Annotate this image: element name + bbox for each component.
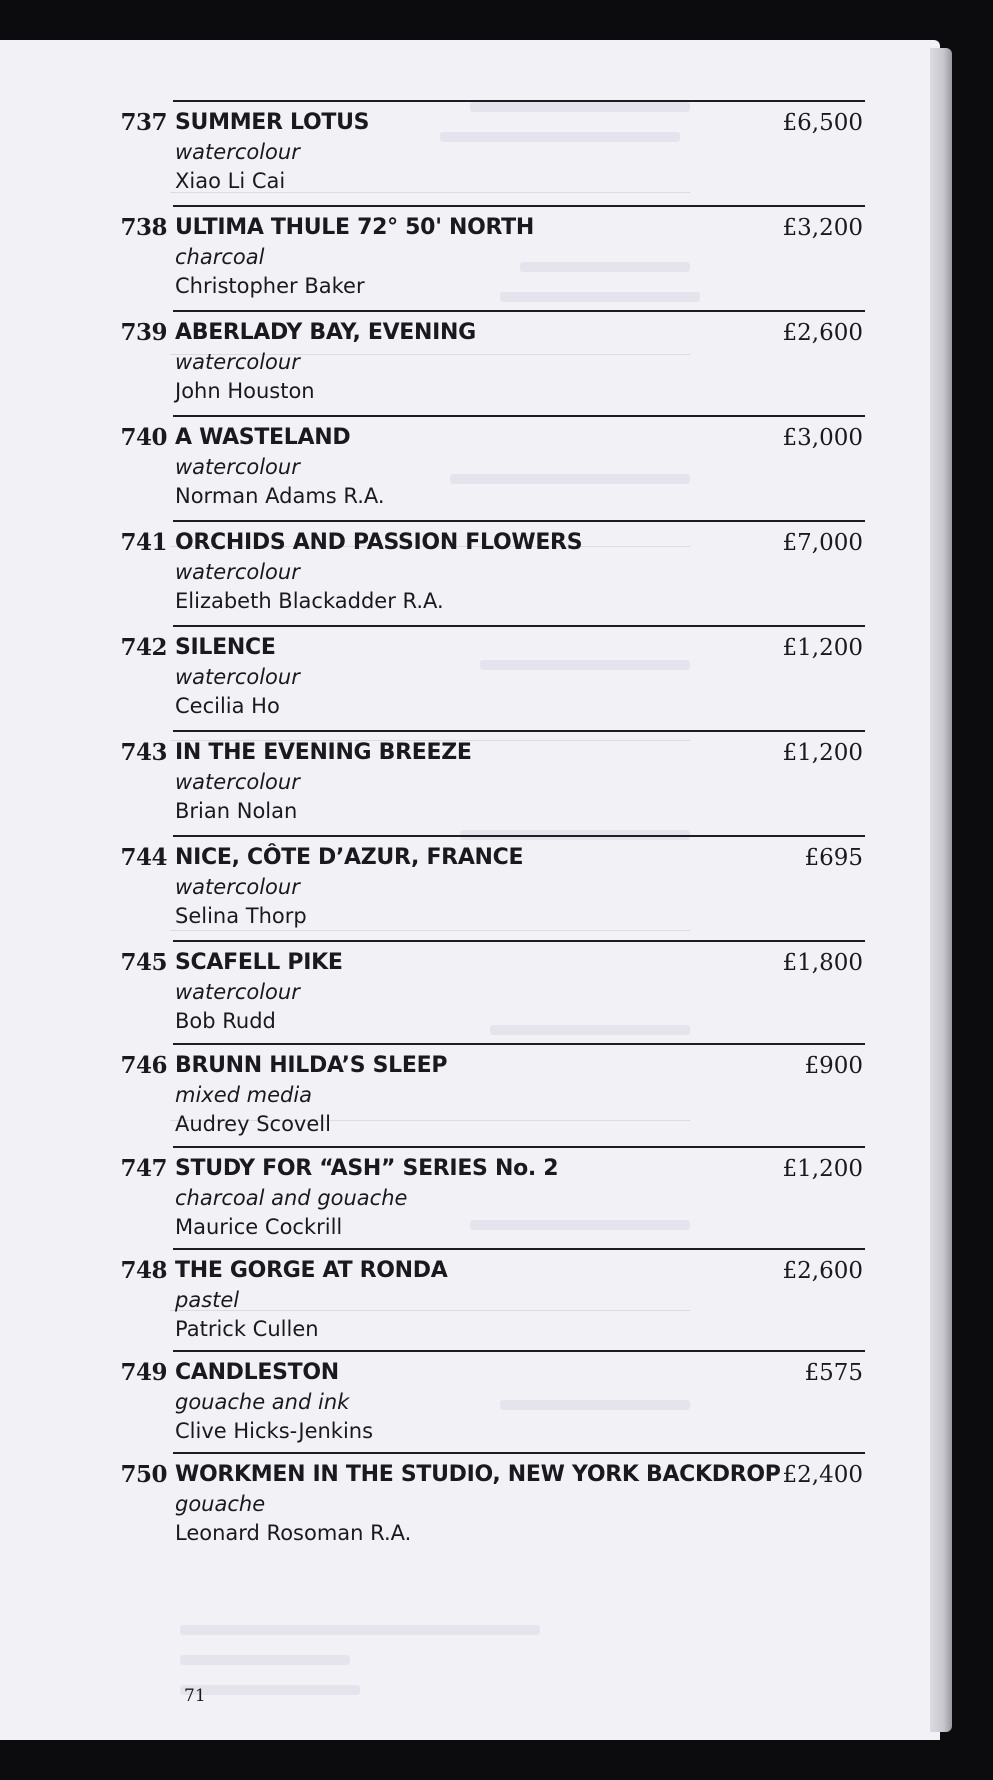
catalogue-entry	[0, 940, 940, 1045]
entry-number: 749	[120, 1359, 167, 1386]
entry-artist: Maurice Cockrill	[175, 1215, 343, 1239]
entry-divider	[173, 1350, 865, 1352]
entry-divider	[173, 1043, 865, 1045]
entry-price: £1,800	[782, 950, 863, 976]
entry-medium: watercolour	[175, 875, 300, 899]
catalogue-entry	[0, 1043, 940, 1148]
entry-number: 747	[120, 1155, 167, 1182]
entry-medium: watercolour	[175, 770, 300, 794]
catalogue-entry	[0, 100, 940, 205]
entry-artist: Audrey Scovell	[175, 1112, 331, 1136]
entry-divider	[173, 940, 865, 942]
entry-number: 748	[120, 1257, 167, 1284]
catalogue-entry	[0, 310, 940, 415]
entry-divider	[173, 835, 865, 837]
entry-medium: watercolour	[175, 560, 300, 584]
entry-number: 741	[120, 529, 167, 556]
entry-divider	[173, 520, 865, 522]
entry-price: £1,200	[782, 740, 863, 766]
entry-medium: charcoal and gouache	[175, 1186, 408, 1210]
entry-number: 740	[120, 424, 167, 451]
entry-price: £900	[804, 1053, 863, 1079]
catalogue-entry	[0, 1350, 940, 1455]
entry-number: 738	[120, 214, 167, 241]
entry-divider	[173, 1452, 865, 1454]
entry-price: £2,600	[782, 1258, 863, 1284]
entry-divider	[173, 625, 865, 627]
entry-title: THE GORGE AT RONDA	[175, 1258, 448, 1283]
entry-divider	[173, 1146, 865, 1148]
catalogue-entry	[0, 1248, 940, 1353]
entry-title: ABERLADY BAY, EVENING	[175, 320, 476, 345]
entry-medium: gouache and ink	[175, 1390, 350, 1414]
entry-medium: gouache	[175, 1492, 266, 1516]
entry-price: £1,200	[782, 1156, 863, 1182]
entry-number: 739	[120, 319, 167, 346]
entry-divider	[173, 100, 865, 102]
entry-price: £3,000	[782, 425, 863, 451]
entry-medium: watercolour	[175, 350, 300, 374]
entry-divider	[173, 730, 865, 732]
entry-number: 750	[120, 1461, 167, 1488]
entry-title: CANDLESTON	[175, 1360, 339, 1385]
entry-artist: Cecilia Ho	[175, 694, 280, 718]
entry-title: ULTIMA THULE 72° 50' NORTH	[175, 215, 534, 240]
entry-price: £7,000	[782, 530, 863, 556]
entry-medium: charcoal	[175, 245, 265, 269]
entry-artist: Clive Hicks-Jenkins	[175, 1419, 374, 1443]
entry-price: £6,500	[782, 110, 863, 136]
entry-title: STUDY FOR “ASH” SERIES No. 2	[175, 1156, 559, 1181]
entry-artist: Norman Adams R.A.	[175, 484, 385, 508]
entry-medium: watercolour	[175, 980, 300, 1004]
entry-price: £2,400	[782, 1462, 863, 1488]
entry-divider	[173, 205, 865, 207]
catalogue-entry	[0, 730, 940, 835]
entry-number: 746	[120, 1052, 167, 1079]
entry-artist: Brian Nolan	[175, 799, 298, 823]
entry-price: £575	[804, 1360, 863, 1386]
entry-divider	[173, 1248, 865, 1250]
catalogue-entry	[0, 835, 940, 940]
entry-number: 737	[120, 109, 167, 136]
entry-artist: Selina Thorp	[175, 904, 307, 928]
catalogue-entry	[0, 625, 940, 730]
catalogue-entry	[0, 1452, 940, 1557]
catalogue-entry	[0, 205, 940, 310]
catalogue-entry	[0, 415, 940, 520]
entry-number: 742	[120, 634, 167, 661]
entry-title: A WASTELAND	[175, 425, 351, 450]
entry-artist: Christopher Baker	[175, 274, 365, 298]
entry-artist: John Houston	[175, 379, 315, 403]
entry-title: NICE, CÔTE D’AZUR, FRANCE	[175, 845, 524, 870]
entry-number: 743	[120, 739, 167, 766]
entry-artist: Patrick Cullen	[175, 1317, 319, 1341]
entry-title: ORCHIDS AND PASSION FLOWERS	[175, 530, 583, 555]
catalogue-entry	[0, 520, 940, 625]
entry-artist: Elizabeth Blackadder R.A.	[175, 589, 444, 613]
entry-artist: Leonard Rosoman R.A.	[175, 1521, 412, 1545]
entry-title: SCAFELL PIKE	[175, 950, 343, 975]
entry-title: IN THE EVENING BREEZE	[175, 740, 472, 765]
entry-divider	[173, 310, 865, 312]
entry-medium: pastel	[175, 1288, 240, 1312]
page-number: 71	[184, 1686, 206, 1706]
entry-title: SUMMER LOTUS	[175, 110, 370, 135]
entry-artist: Xiao Li Cai	[175, 169, 286, 193]
entry-medium: watercolour	[175, 140, 300, 164]
entry-medium: mixed media	[175, 1083, 313, 1107]
entry-price: £695	[804, 845, 863, 871]
entry-artist: Bob Rudd	[175, 1009, 276, 1033]
entry-title: WORKMEN IN THE STUDIO, NEW YORK BACKDROP	[175, 1462, 781, 1487]
entry-divider	[173, 415, 865, 417]
entry-medium: watercolour	[175, 665, 300, 689]
entry-number: 745	[120, 949, 167, 976]
entry-price: £1,200	[782, 635, 863, 661]
entry-title: SILENCE	[175, 635, 276, 660]
entry-medium: watercolour	[175, 455, 300, 479]
catalogue-entry	[0, 1146, 940, 1251]
entry-title: BRUNN HILDA’S SLEEP	[175, 1053, 448, 1078]
entry-number: 744	[120, 844, 167, 871]
entry-price: £3,200	[782, 215, 863, 241]
entry-price: £2,600	[782, 320, 863, 346]
